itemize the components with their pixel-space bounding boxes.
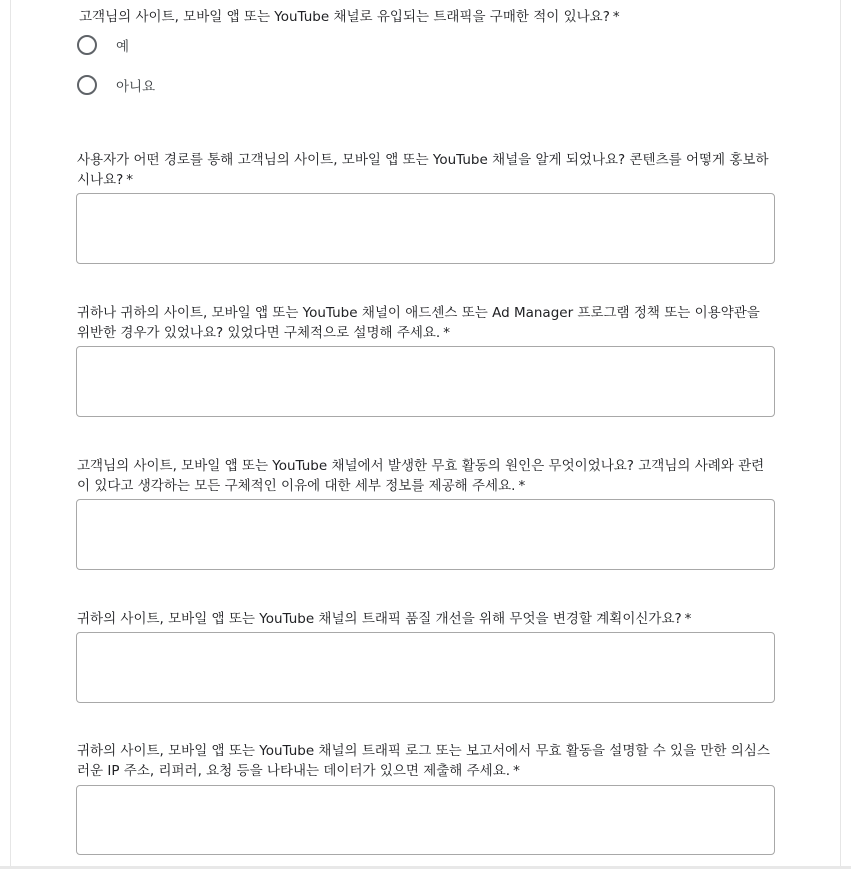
required-mark: *	[513, 763, 520, 779]
question-2-text: 사용자가 어떤 경로를 통해 고객님의 사이트, 모바일 앱 또는 YouTube 채널을 알게 되었나요? 콘텐츠를 어떻게 홍보하시나요?	[77, 152, 769, 188]
question-4-label	[77, 456, 777, 496]
question-5-label	[77, 609, 777, 629]
question-5-text: 귀하의 사이트, 모바일 앱 또는 YouTube 채널의 트래픽 품질 개선을 위해 무엇을 변경할 계획이신가요?	[77, 611, 682, 627]
question-4-answer-field[interactable]	[76, 499, 775, 570]
question-6-text: 귀하의 사이트, 모바일 앱 또는 YouTube 채널의 트래픽 로그 또는 보고서에서 무효 활동을 설명할 수 있을 만한 의심스러운 IP 주소, 리퍼러, 요청 등을 나타내는 데이터가 있으면 제출해 주세요.	[77, 743, 770, 779]
question-2-answer-field[interactable]	[76, 193, 775, 264]
radio-option-no-label: 아니요	[116, 79, 156, 95]
question-2-label	[77, 150, 777, 190]
required-mark: *	[612, 9, 620, 25]
question-4-text: 고객님의 사이트, 모바일 앱 또는 YouTube 채널에서 발생한 무효 활동의 원인은 무엇이었나요? 고객님의 사례와 관련이 있다고 생각하는 모든 구체적인 이유에 대한 세부 정보를 제공해 주세요.	[77, 458, 765, 494]
required-mark: *	[443, 325, 450, 341]
radio-option-yes[interactable]	[77, 34, 129, 56]
radio-button-yes[interactable]	[77, 35, 97, 55]
radio-option-no[interactable]	[77, 74, 155, 96]
required-mark: *	[126, 172, 134, 188]
radio-button-no[interactable]	[77, 75, 97, 95]
question-1-label	[79, 7, 779, 27]
question-6-answer-field[interactable]	[76, 785, 775, 855]
required-mark: *	[518, 478, 526, 494]
question-6-label	[77, 741, 777, 781]
question-3-label	[77, 303, 777, 343]
radio-option-yes-label: 예	[116, 39, 130, 55]
question-3-text: 귀하나 귀하의 사이트, 모바일 앱 또는 YouTube 채널이 애드센스 또는 Ad Manager 프로그램 정책 또는 이용약관을 위반한 경우가 있었나요? 있었다면 구체적으로 설명해 주세요.	[77, 305, 760, 341]
required-mark: *	[684, 611, 692, 627]
right-border	[840, 0, 841, 869]
question-5-answer-field[interactable]	[76, 632, 775, 703]
question-1-text: 고객님의 사이트, 모바일 앱 또는 YouTube 채널로 유입되는 트래픽을 구매한 적이 있나요?	[79, 9, 610, 25]
left-border	[10, 0, 11, 869]
question-3-answer-field[interactable]	[76, 346, 775, 417]
